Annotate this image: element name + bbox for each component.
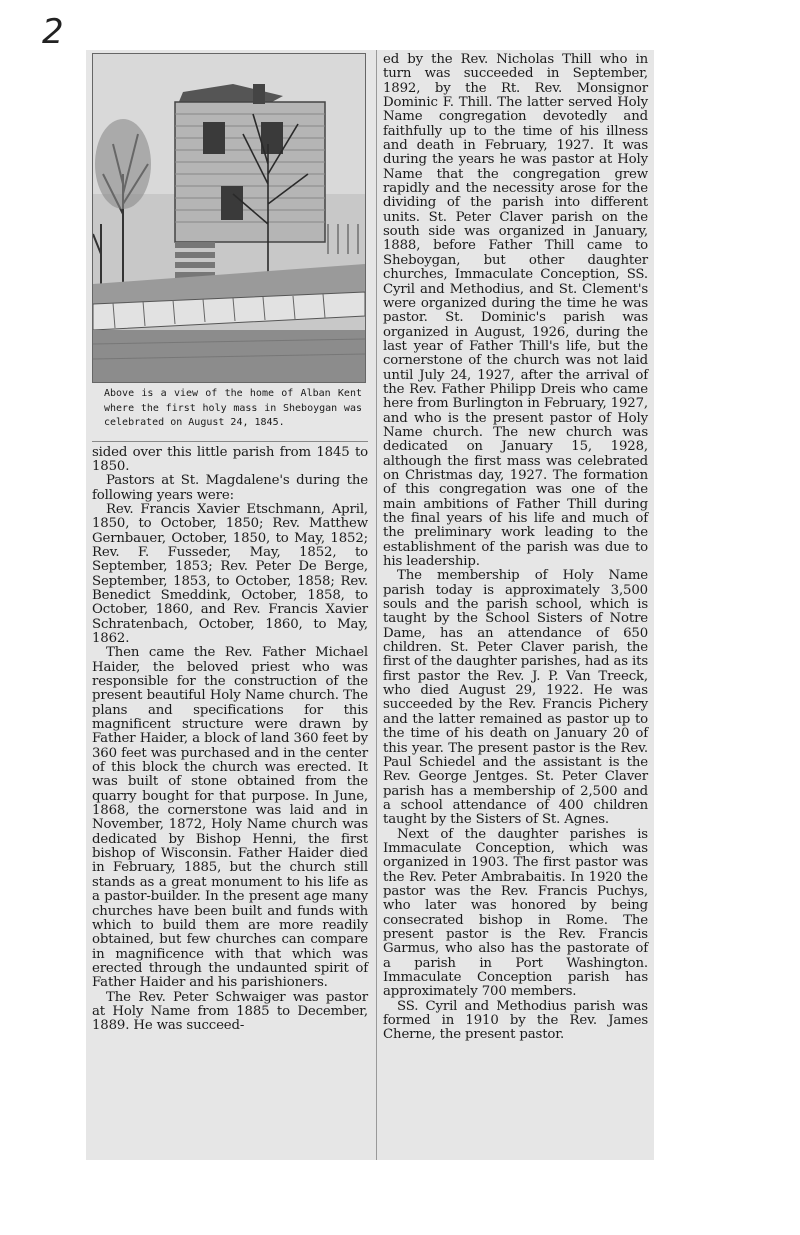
left-paragraph: The Rev. Peter Schwaiger was pastor at Holy Name from 1885 to December, 1889. He was succeed- [92,989,368,1034]
right-column [376,50,654,1160]
right-paragraph: SS. Cyril and Methodius parish was formed in 1910 by the Rev. James Cherne, the present pastor. [383,998,648,1043]
left-paragraph: sided over this little parish from 1845 to 1850. [92,444,368,474]
right-paragraph: The membership of Holy Name parish today is approximately 3,500 souls and the parish school, which is taught by the School Sisters of Notre Dame, has an attendance of 650 children. St. Peter Claver parish, the first of the daughter parishes, had as its first pastor the Rev. J. P. Van Treeck, who died August 29, 1922. He was succeeded by the Rev. Francis Pichery and the latter remained as pastor up to the time of his death on January 20 of this year. The present pastor is the Rev. Paul Schiedel and the assistant is the Rev. George Jentges. St. Peter Claver parish has a membership of 2,500 and a school attendance of 400 children taught by the Sisters of St. Agnes. [383,568,648,828]
right-paragraph: ed by the Rev. Nicholas Thill who in turn was succeeded in September, 1892, by the Rt. Rev. Monsignor Dominic F. Thill. The latter served Holy Name congregation devotedly and faithfully up to the time of his illness and death in February, 1927. It was during the years he was pastor at Holy Name that the congregation grew rapidly and the necessity arose for the dividing of the parish into different units. St. Peter Claver parish on the south side was organized in January, 1888, before Father Thill came to Sheboygan, but other daughter churches, Immaculate Conception, SS. Cyril and Methodius, and St. Clement's were organized during the time he was pastor. St. Dominic's parish was organized in August, 1926, during the last year of Father Thill's life, but the cornerstone of the church was not laid until July 24, 1927, after the arrival of the Rev. Father Philipp Dreis who came here from Burlington in February, 1927, and who is the present pastor of Holy Name church. The new church was dedicated on January 15, 1928, although the first mass was celebrated on Christmas day, 1927. The formation of this congregation was one of the main ambitions of Father Thill during the final years of his life and much of the preliminary work leading to the establishment of the parish was due to his leadership. [383,52,648,570]
left-paragraph: Pastors at St. Magdalene's during the following years were: [92,473,368,503]
left-paragraph: Then came the Rev. Father Michael Haider, the beloved priest who was responsible for the construction of the present beautiful Holy Name church. The plans and specifications for this magnificent structure were drawn by Father Haider, a block of land 360 feet by 360 feet was purchased and in the center of this block the church was erected. It was built of stone obtained from the quarry bought for that purpose. In June, 1868, the cornerstone was laid and in November, 1872, Holy Name church was dedicated by Bishop Henni, the first bishop of Wisconsin. Father Haider died in February, 1885, but the church still stands as a great monument to his life as a pastor-builder. In the present age many churches have been built and funds with which to build them are more readily obtained, but few churches can compare in magnificence with that which was erected through the undaunted spirit of Father Haider and his parishioners. [92,645,368,991]
page-number: 2 [42,12,64,52]
left-paragraph: Rev. Francis Xavier Etschmann, April, 1850, to October, 1850; Rev. Matthew Gernbauer, October, 1850, to May, 1852; Rev. F. Fusseder, May, 1852, to September, 1853; Rev. Peter De Berge, September, 1853, to October, 1858; Rev. Benedict Smeddink, October, 1858, to October, 1860, and Rev. Francis Xavier Schratenbach, October, 1860, to May, 1862. [92,501,368,646]
newspaper-clipping [86,50,654,1160]
photo-caption: Above is a view of the home of Alban Kent where the first holy mass in Sheboygan was celebrated on August 24, 1845. [92,387,368,442]
left-column [86,50,374,1160]
house-photo [92,53,366,383]
right-paragraph: Next of the daughter parishes is Immaculate Conception, which was organized in 1903. The first pastor was the Rev. Peter Ambrabaitis. In 1920 the pastor was the Rev. Francis Puchys, who later was honored by being consecrated bishop in Rome. The present pastor is the Rev. Francis Garmus, who also has the pastorate of a parish in Port Washington. Immaculate Conception parish has approximately 700 members. [383,826,648,1000]
